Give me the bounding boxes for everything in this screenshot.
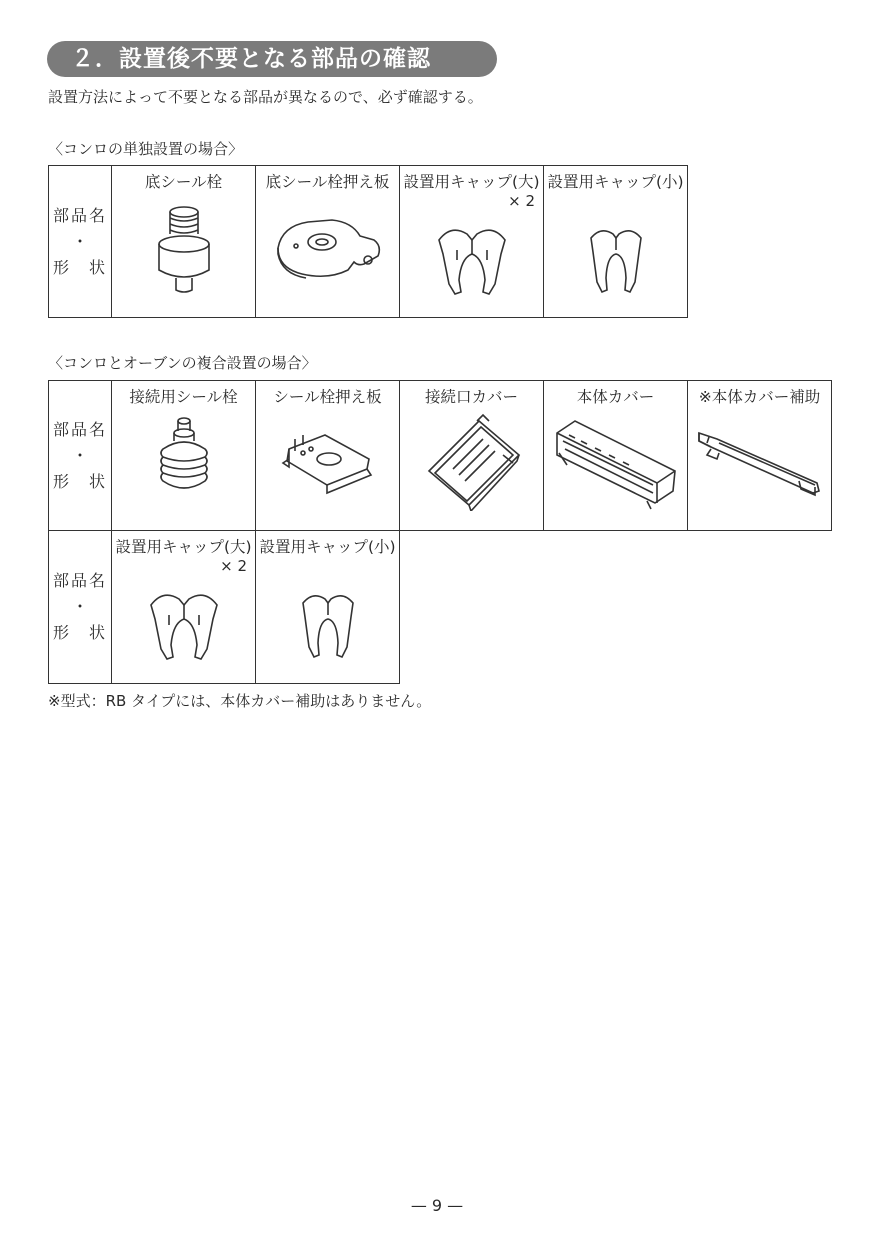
part-name: 底シール栓押え板 xyxy=(265,173,390,191)
label-part-name: 部品名 xyxy=(52,419,107,439)
row-label xyxy=(49,166,112,318)
small-cap-icon xyxy=(581,216,651,306)
combined-install-table-row1 xyxy=(48,380,832,531)
part-name: シール栓押え板 xyxy=(273,388,382,406)
footnote: ※型式：RB タイプには、本体カバー補助はありません。 xyxy=(48,692,432,710)
part-name: 設置用キャップ(大) xyxy=(115,538,252,556)
part-cell xyxy=(400,381,544,531)
section1-title: 〈コンロの単独設置の場合〉 xyxy=(48,140,244,158)
seal-plate-icon xyxy=(268,206,388,296)
part-name: 設置用キャップ(大) xyxy=(403,173,540,191)
part-cell xyxy=(400,166,544,318)
section-heading: ２．設置後不要となる部品の確認 xyxy=(47,41,497,77)
section2-title: 〈コンロとオーブンの複合設置の場合〉 xyxy=(48,354,317,372)
part-name: 設置用キャップ(小) xyxy=(547,173,684,191)
single-install-table xyxy=(48,165,688,318)
small-cap-icon xyxy=(293,581,363,671)
label-dot: ・ xyxy=(71,231,88,251)
seal-plug-icon xyxy=(144,200,224,300)
label-shape: 形 状 xyxy=(52,623,107,642)
body-cover-support-icon xyxy=(695,425,825,515)
port-cover-icon xyxy=(417,411,527,511)
label-shape: 形 状 xyxy=(52,471,107,491)
large-cap-icon xyxy=(427,216,517,306)
label-shape: 形 状 xyxy=(52,257,107,277)
part-name: 設置用キャップ(小) xyxy=(259,538,396,556)
connection-seal-plug-icon xyxy=(149,413,219,513)
body-cover-icon xyxy=(551,413,681,513)
part-cell xyxy=(688,381,832,531)
part-cell xyxy=(256,381,400,531)
row-label xyxy=(49,381,112,531)
part-name: 接続用シール栓 xyxy=(129,388,238,406)
part-cell xyxy=(112,531,256,684)
part-name: 本体カバー xyxy=(576,388,655,406)
part-name: 底シール栓 xyxy=(144,173,223,191)
part-cell xyxy=(112,381,256,531)
combined-install-table-row2 xyxy=(48,530,400,684)
part-name: ※本体カバー補助 xyxy=(698,388,821,406)
seal-plug-plate-icon xyxy=(273,419,383,509)
label-part-name: 部品名 xyxy=(52,571,107,590)
part-cell xyxy=(112,166,256,318)
label-part-name: 部品名 xyxy=(52,205,107,225)
part-cell xyxy=(256,166,400,318)
part-cell xyxy=(256,531,400,684)
part-cell xyxy=(544,166,688,318)
label-dot: ・ xyxy=(71,445,88,465)
quantity: × 2 xyxy=(508,192,535,210)
part-name: 接続口カバー xyxy=(424,388,518,406)
large-cap-icon xyxy=(139,581,229,671)
row-label xyxy=(49,531,112,684)
page-number: — 9 — xyxy=(410,1196,464,1215)
intro-text: 設置方法によって不要となる部品が異なるので、必ず確認する。 xyxy=(48,88,483,106)
quantity: × 2 xyxy=(220,557,247,575)
label-dot: ・ xyxy=(71,597,88,616)
part-cell xyxy=(544,381,688,531)
